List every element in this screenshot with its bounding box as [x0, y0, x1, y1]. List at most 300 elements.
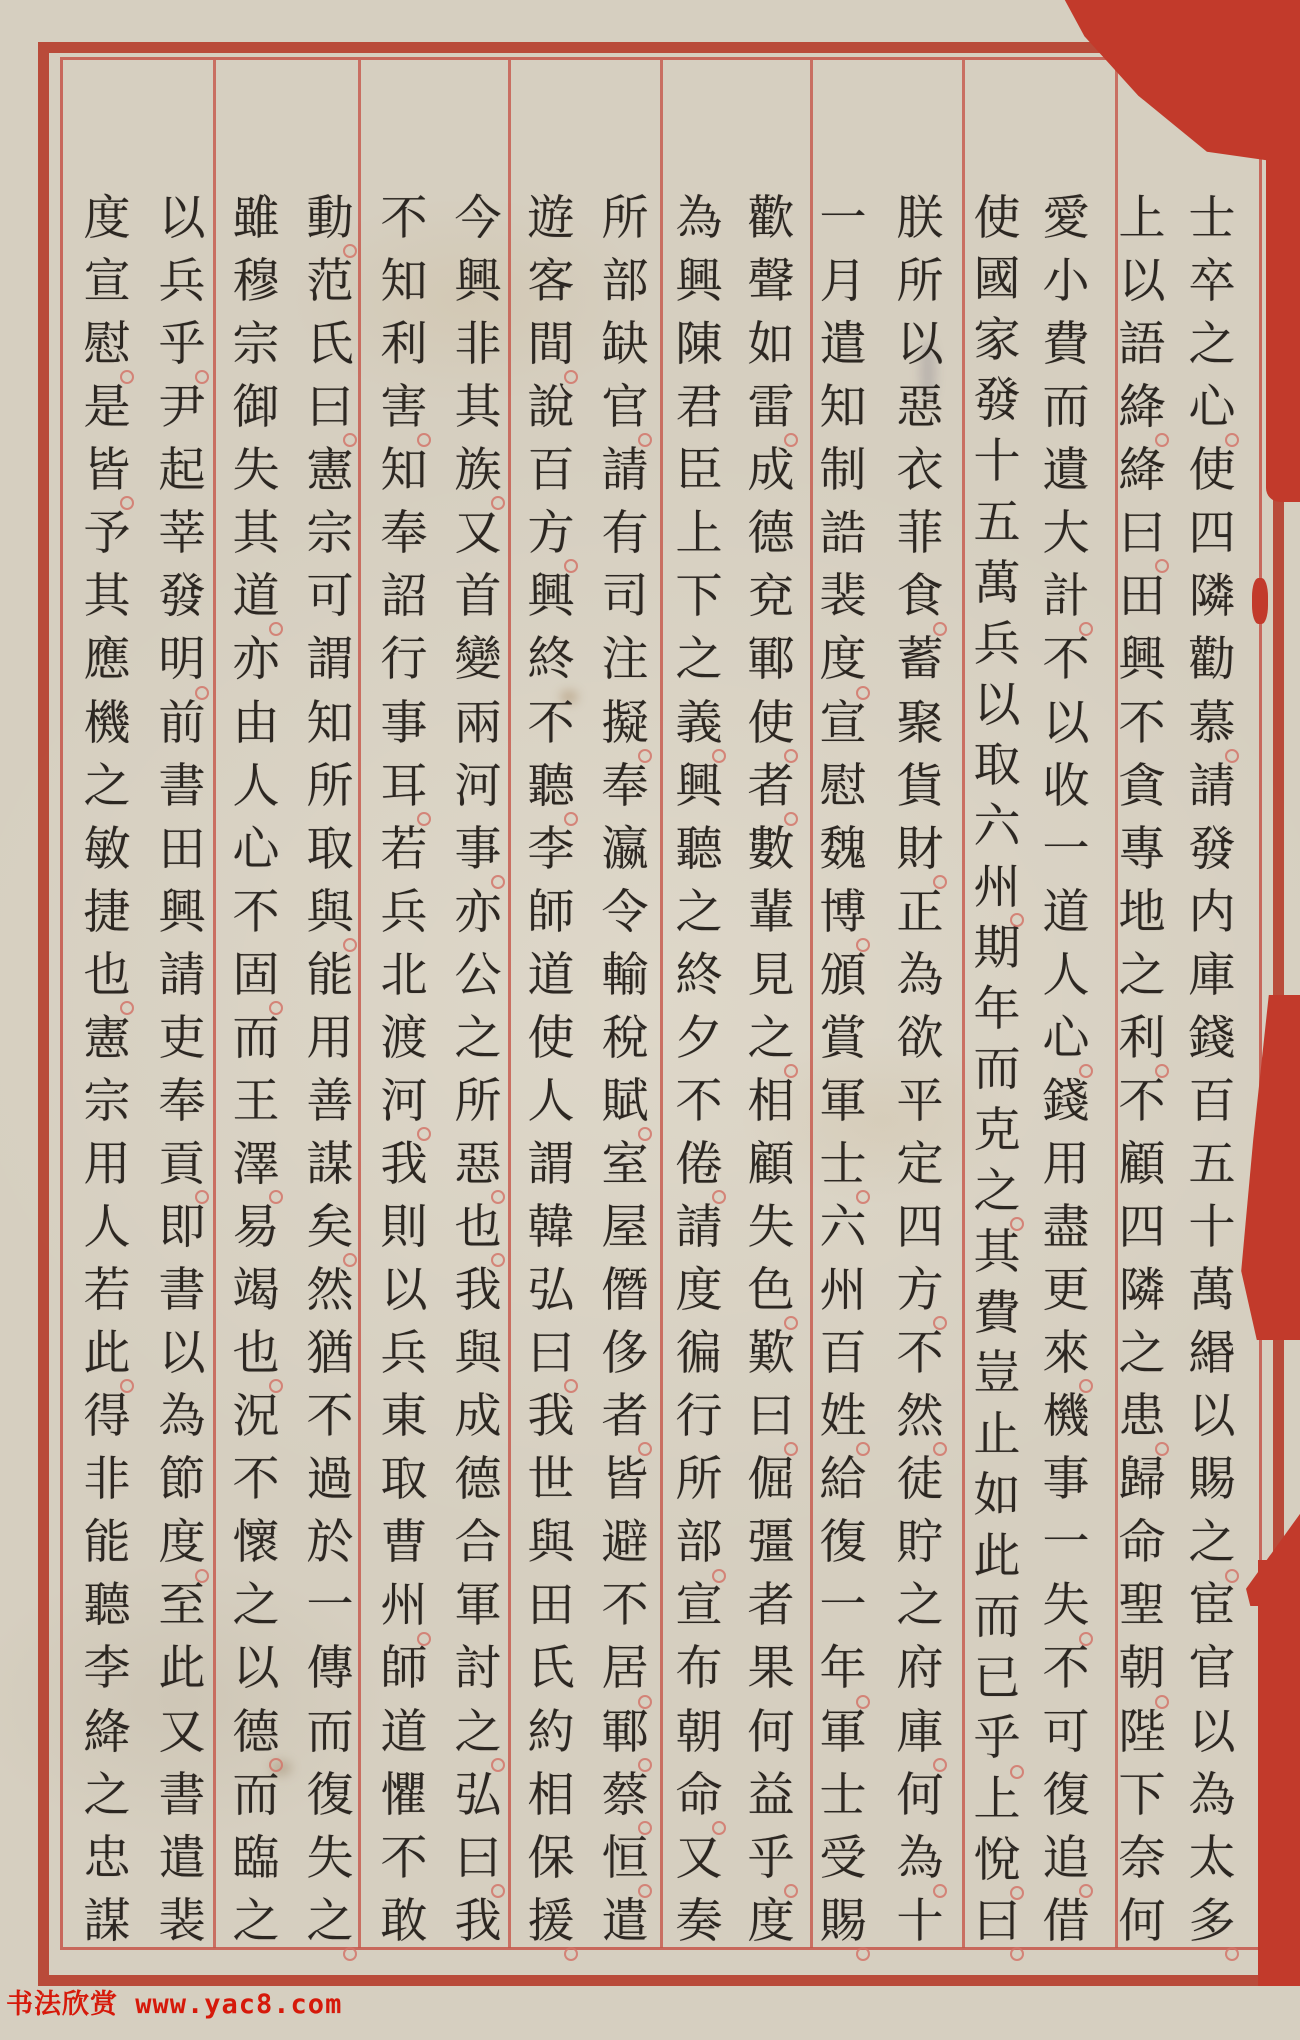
calligraphy-glyph: 請 [158, 949, 206, 1002]
calligraphy-glyph: 四 [896, 1202, 944, 1254]
calligraphy-glyph: 隣 [1118, 1265, 1166, 1318]
calligraphy-glyph: 穆 [232, 256, 280, 309]
judou-circle-mark [1079, 622, 1093, 636]
calligraphy-glyph: 收 [1042, 760, 1090, 813]
calligraphy-glyph: 王 [232, 1075, 280, 1128]
calligraphy-glyph: 之 [1118, 949, 1166, 1002]
calligraphy-glyph: 瀛 [601, 823, 649, 876]
calligraphy-glyph: 援 [527, 1895, 575, 1948]
judou-circle-mark [491, 1884, 505, 1898]
judou-circle-mark [856, 938, 870, 952]
calligraphy-glyph: 行 [675, 1391, 723, 1444]
calligraphy-glyph: 使 [527, 1012, 575, 1065]
calligraphy-glyph: 上 [675, 508, 723, 561]
calligraphy-glyph: 菲 [896, 508, 944, 561]
calligraphy-glyph: 之 [232, 1580, 280, 1633]
calligraphy-glyph: 機 [1042, 1391, 1090, 1444]
calligraphy-glyph: 色 [747, 1265, 795, 1318]
calligraphy-glyph: 一 [1042, 823, 1090, 876]
calligraphy-glyph: 聖 [1118, 1580, 1166, 1633]
judou-circle-mark [638, 749, 652, 763]
calligraphy-glyph: 十 [896, 1895, 944, 1948]
calligraphy-glyph: 緡 [1188, 1328, 1236, 1381]
calligraphy-glyph: 書 [158, 1769, 206, 1822]
calligraphy-glyph: 一 [1042, 1517, 1090, 1570]
calligraphy-glyph: 所 [601, 193, 649, 245]
calligraphy-glyph: 貪 [1118, 760, 1166, 813]
calligraphy-glyph: 食 [896, 571, 944, 624]
calligraphy-glyph: 而 [306, 1706, 354, 1759]
calligraphy-glyph: 德 [232, 1706, 280, 1759]
calligraphy-glyph: 東 [380, 1391, 428, 1444]
calligraphy-glyph: 知 [380, 445, 428, 498]
calligraphy-glyph: 遣 [158, 1832, 206, 1885]
calligraphy-glyph: 若 [380, 823, 428, 876]
calligraphy-glyph: 師 [380, 1643, 428, 1696]
calligraphy-glyph: 何 [747, 1706, 795, 1759]
calligraphy-glyph: 歎 [747, 1328, 795, 1381]
text-column [1180, 193, 1244, 1948]
calligraphy-glyph: 百 [1188, 1075, 1236, 1128]
text-column [965, 193, 1029, 1948]
judou-circle-mark [343, 244, 357, 258]
judou-circle-mark [1155, 559, 1169, 573]
calligraphy-glyph: 士 [819, 1138, 867, 1191]
calligraphy-glyph: 取 [306, 823, 354, 876]
calligraphy-glyph: 以 [1118, 256, 1166, 309]
calligraphy-glyph: 此 [973, 1530, 1021, 1583]
calligraphy-glyph: 能 [83, 1517, 131, 1570]
calligraphy-glyph: 書 [158, 760, 206, 813]
calligraphy-glyph: 莘 [158, 508, 206, 561]
calligraphy-glyph: 以 [973, 679, 1021, 732]
calligraphy-glyph: 給 [819, 1454, 867, 1507]
judou-circle-mark [1079, 1632, 1093, 1646]
calligraphy-glyph: 官 [601, 382, 649, 435]
calligraphy-glyph: 借 [1042, 1895, 1090, 1948]
calligraphy-glyph: 歸 [1118, 1454, 1166, 1507]
calligraphy-glyph: 北 [380, 949, 428, 1002]
calligraphy-glyph: 興 [454, 256, 502, 309]
calligraphy-glyph: 患 [1118, 1391, 1166, 1444]
calligraphy-glyph: 宣 [675, 1580, 723, 1633]
calligraphy-glyph: 吏 [158, 1012, 206, 1065]
calligraphy-glyph: 庫 [896, 1706, 944, 1759]
judou-circle-mark [712, 749, 726, 763]
text-column [593, 193, 657, 1948]
calligraphy-glyph: 不 [232, 1454, 280, 1507]
calligraphy-glyph: 曹 [380, 1517, 428, 1570]
calligraphy-glyph: 萬 [1188, 1265, 1236, 1318]
calligraphy-glyph: 使 [747, 697, 795, 750]
calligraphy-glyph: 裴 [158, 1895, 206, 1948]
calligraphy-glyph: 亦 [232, 634, 280, 687]
judou-circle-mark [491, 1190, 505, 1204]
calligraphy-glyph: 終 [675, 949, 723, 1002]
calligraphy-glyph: 曰 [747, 1391, 795, 1444]
calligraphy-glyph: 聚 [896, 697, 944, 750]
calligraphy-glyph: 者 [601, 1391, 649, 1444]
calligraphy-glyph: 如 [973, 1470, 1021, 1523]
calligraphy-glyph: 官 [1188, 1643, 1236, 1696]
calligraphy-glyph: 心 [1188, 382, 1236, 435]
calligraphy-glyph: 臣 [675, 445, 723, 498]
calligraphy-glyph: 之 [83, 760, 131, 813]
calligraphy-glyph: 庫 [1188, 949, 1236, 1002]
calligraphy-glyph: 而 [232, 1012, 280, 1065]
calligraphy-glyph: 為 [1188, 1769, 1236, 1822]
calligraphy-glyph: 内 [1188, 886, 1236, 939]
calligraphy-glyph: 田 [1118, 571, 1166, 624]
calligraphy-glyph: 興 [675, 256, 723, 309]
calligraphy-glyph: 知 [380, 256, 428, 309]
judou-circle-mark [856, 686, 870, 700]
judou-circle-mark [195, 370, 209, 384]
text-column [888, 193, 952, 1948]
calligraphy-glyph: 變 [454, 634, 502, 687]
calligraphy-glyph: 克 [973, 1105, 1021, 1158]
calligraphy-glyph: 德 [747, 508, 795, 561]
calligraphy-glyph: 間 [527, 319, 575, 372]
calligraphy-glyph: 夕 [675, 1012, 723, 1065]
calligraphy-glyph: 亦 [454, 886, 502, 939]
calligraphy-glyph: 徧 [675, 1328, 723, 1381]
calligraphy-glyph: 復 [306, 1769, 354, 1822]
calligraphy-glyph: 節 [158, 1454, 206, 1507]
calligraphy-glyph: 臨 [232, 1832, 280, 1885]
calligraphy-glyph: 不 [896, 1328, 944, 1381]
calligraphy-glyph: 雷 [747, 382, 795, 435]
calligraphy-glyph: 是 [83, 382, 131, 435]
calligraphy-glyph: 捷 [83, 886, 131, 939]
text-column [298, 193, 362, 1948]
calligraphy-glyph: 又 [158, 1706, 206, 1759]
calligraphy-glyph: 也 [454, 1202, 502, 1254]
calligraphy-glyph: 其 [232, 508, 280, 561]
calligraphy-glyph: 得 [83, 1391, 131, 1444]
judou-circle-mark [1155, 1695, 1169, 1709]
judou-circle-mark [784, 1316, 798, 1330]
calligraphy-glyph: 人 [527, 1075, 575, 1128]
judou-circle-mark [491, 875, 505, 889]
calligraphy-glyph: 又 [675, 1832, 723, 1885]
calligraphy-glyph: 復 [819, 1517, 867, 1570]
calligraphy-glyph: 不 [675, 1075, 723, 1128]
calligraphy-glyph: 豈 [973, 1348, 1021, 1401]
calligraphy-glyph: 期 [973, 922, 1021, 975]
judou-circle-mark [417, 812, 431, 826]
calligraphy-glyph: 宗 [83, 1075, 131, 1128]
calligraphy-glyph: 之 [1118, 1328, 1166, 1381]
calligraphy-glyph: 士 [1188, 193, 1236, 245]
calligraphy-glyph: 宗 [306, 508, 354, 561]
calligraphy-glyph: 錢 [1188, 1012, 1236, 1065]
column-rule-line [660, 60, 663, 1948]
calligraphy-glyph: 兵 [380, 886, 428, 939]
calligraphy-glyph: 為 [896, 949, 944, 1002]
calligraphy-glyph: 倦 [675, 1138, 723, 1191]
judou-circle-mark [933, 875, 947, 889]
calligraphy-glyph: 之 [896, 1580, 944, 1633]
calligraphy-glyph: 成 [454, 1391, 502, 1444]
calligraphy-glyph: 惡 [454, 1138, 502, 1191]
calligraphy-glyph: 應 [83, 634, 131, 687]
calligraphy-glyph: 愛 [1042, 193, 1090, 245]
calligraphy-glyph: 姓 [819, 1391, 867, 1444]
text-column [75, 193, 139, 1948]
calligraphy-glyph: 遺 [1042, 445, 1090, 498]
calligraphy-glyph: 然 [896, 1391, 944, 1444]
calligraphy-glyph: 終 [527, 634, 575, 687]
calligraphy-glyph: 成 [747, 445, 795, 498]
judou-circle-mark [269, 1190, 283, 1204]
judou-circle-mark [195, 686, 209, 700]
calligraphy-glyph: 屋 [601, 1202, 649, 1254]
calligraphy-glyph: 利 [1118, 1012, 1166, 1065]
calligraphy-glyph: 乎 [747, 1832, 795, 1885]
calligraphy-glyph: 失 [306, 1832, 354, 1885]
calligraphy-glyph: 相 [747, 1075, 795, 1128]
calligraphy-glyph: 制 [819, 445, 867, 498]
judou-circle-mark [1225, 749, 1239, 763]
calligraphy-glyph: 陛 [1118, 1706, 1166, 1759]
calligraphy-glyph: 明 [158, 634, 206, 687]
calligraphy-glyph: 事 [1042, 1454, 1090, 1507]
calligraphy-glyph: 之 [83, 1769, 131, 1822]
judou-circle-mark [784, 749, 798, 763]
calligraphy-glyph: 財 [896, 823, 944, 876]
calligraphy-glyph: 然 [306, 1265, 354, 1318]
calligraphy-glyph: 忠 [83, 1832, 131, 1885]
calligraphy-glyph: 小 [1042, 256, 1090, 309]
calligraphy-glyph: 敏 [83, 823, 131, 876]
calligraphy-glyph: 不 [380, 1832, 428, 1885]
calligraphy-glyph: 宦 [1188, 1580, 1236, 1633]
calligraphy-glyph: 於 [306, 1517, 354, 1570]
calligraphy-glyph: 博 [819, 886, 867, 939]
judou-circle-mark [564, 370, 578, 384]
calligraphy-glyph: 詔 [380, 571, 428, 624]
calligraphy-glyph: 兵 [158, 256, 206, 309]
judou-circle-mark [417, 1632, 431, 1646]
judou-circle-mark [784, 433, 798, 447]
text-column [811, 193, 875, 1948]
judou-circle-mark [1225, 1947, 1239, 1961]
calligraphy-glyph: 知 [819, 382, 867, 435]
judou-circle-mark [1079, 1379, 1093, 1393]
calligraphy-glyph: 之 [675, 634, 723, 687]
judou-circle-mark [856, 1190, 870, 1204]
calligraphy-glyph: 曰 [454, 1832, 502, 1885]
judou-circle-mark [564, 812, 578, 826]
calligraphy-glyph: 事 [454, 823, 502, 876]
calligraphy-glyph: 所 [306, 760, 354, 813]
judou-circle-mark [1079, 1884, 1093, 1898]
calligraphy-glyph: 之 [1188, 1517, 1236, 1570]
calligraphy-glyph: 乎 [158, 319, 206, 372]
judou-circle-mark [269, 1379, 283, 1393]
calligraphy-glyph: 害 [380, 382, 428, 435]
calligraphy-glyph: 失 [747, 1202, 795, 1254]
judou-circle-mark [491, 1758, 505, 1772]
calligraphy-glyph: 不 [380, 193, 428, 245]
calligraphy-glyph: 雖 [232, 193, 280, 245]
calligraphy-glyph: 避 [601, 1517, 649, 1570]
calligraphy-glyph: 謀 [83, 1895, 131, 1948]
calligraphy-glyph: 傳 [306, 1643, 354, 1696]
calligraphy-glyph: 追 [1042, 1832, 1090, 1885]
calligraphy-glyph: 而 [973, 1591, 1021, 1644]
calligraphy-glyph: 公 [454, 949, 502, 1002]
judou-circle-mark [120, 1001, 134, 1015]
calligraphy-glyph: 其 [454, 382, 502, 435]
judou-circle-mark [638, 1442, 652, 1456]
calligraphy-glyph: 上 [1118, 193, 1166, 245]
calligraphy-glyph: 者 [747, 1580, 795, 1633]
calligraphy-glyph: 欲 [896, 1012, 944, 1065]
calligraphy-glyph: 行 [380, 634, 428, 687]
calligraphy-glyph: 義 [675, 697, 723, 750]
calligraphy-glyph: 年 [819, 1643, 867, 1696]
judou-circle-mark [933, 1758, 947, 1772]
calligraphy-glyph: 四 [1188, 508, 1236, 561]
calligraphy-glyph: 府 [896, 1643, 944, 1696]
judou-circle-mark [417, 1127, 431, 1141]
calligraphy-glyph: 缺 [601, 319, 649, 372]
judou-circle-mark [712, 1569, 726, 1583]
judou-circle-mark [120, 370, 134, 384]
calligraphy-glyph: 度 [819, 634, 867, 687]
calligraphy-glyph: 即 [158, 1202, 206, 1254]
calligraphy-glyph: 李 [83, 1643, 131, 1696]
judou-circle-mark [1010, 1765, 1024, 1779]
calligraphy-glyph: 蔡 [601, 1769, 649, 1822]
calligraphy-glyph: 貢 [158, 1138, 206, 1191]
calligraphy-glyph: 能 [306, 949, 354, 1002]
calligraphy-glyph: 憲 [83, 1012, 131, 1065]
calligraphy-glyph: 前 [158, 697, 206, 750]
calligraphy-glyph: 使 [1188, 445, 1236, 498]
calligraphy-glyph: 非 [83, 1454, 131, 1507]
calligraphy-glyph: 有 [601, 508, 649, 561]
calligraphy-glyph: 兗 [747, 571, 795, 624]
calligraphy-glyph: 軍 [454, 1580, 502, 1633]
calligraphy-glyph: 見 [747, 949, 795, 1002]
calligraphy-glyph: 裴 [819, 571, 867, 624]
calligraphy-glyph: 以 [1042, 697, 1090, 750]
calligraphy-glyph: 發 [158, 571, 206, 624]
calligraphy-glyph: 興 [675, 760, 723, 813]
calligraphy-glyph: 之 [232, 1895, 280, 1948]
calligraphy-glyph: 河 [380, 1075, 428, 1128]
calligraphy-glyph: 州 [380, 1580, 428, 1633]
calligraphy-glyph: 方 [527, 508, 575, 561]
calligraphy-glyph: 道 [1042, 886, 1090, 939]
calligraphy-glyph: 相 [527, 1769, 575, 1822]
calligraphy-glyph: 以 [896, 319, 944, 372]
calligraphy-glyph: 月 [819, 256, 867, 309]
calligraphy-glyph: 討 [454, 1643, 502, 1696]
calligraphy-glyph: 與 [527, 1517, 575, 1570]
calligraphy-glyph: 此 [158, 1643, 206, 1696]
calligraphy-glyph: 度 [158, 1517, 206, 1570]
judou-circle-mark [120, 1379, 134, 1393]
calligraphy-glyph: 州 [819, 1265, 867, 1318]
calligraphy-glyph: 懼 [380, 1769, 428, 1822]
calligraphy-glyph: 四 [1118, 1202, 1166, 1254]
calligraphy-glyph: 專 [1118, 823, 1166, 876]
calligraphy-glyph: 朝 [1118, 1643, 1166, 1696]
calligraphy-glyph: 可 [1042, 1706, 1090, 1759]
calligraphy-glyph: 受 [819, 1832, 867, 1885]
calligraphy-glyph: 知 [306, 697, 354, 750]
calligraphy-glyph: 之 [747, 1012, 795, 1065]
calligraphy-glyph: 氏 [306, 319, 354, 372]
calligraphy-glyph: 弘 [454, 1769, 502, 1822]
calligraphy-glyph: 之 [1188, 319, 1236, 372]
judou-circle-mark [1155, 1064, 1169, 1078]
calligraphy-glyph: 人 [1042, 949, 1090, 1002]
calligraphy-glyph: 士 [819, 1769, 867, 1822]
judou-circle-mark [491, 1253, 505, 1267]
calligraphy-glyph: 李 [527, 823, 575, 876]
calligraphy-glyph: 更 [1042, 1265, 1090, 1318]
calligraphy-glyph: 陳 [675, 319, 723, 372]
judou-circle-mark [1010, 1886, 1024, 1900]
calligraphy-glyph: 竭 [232, 1265, 280, 1318]
calligraphy-glyph: 師 [527, 886, 575, 939]
calligraphy-glyph: 布 [675, 1643, 723, 1696]
calligraphy-glyph: 而 [1042, 382, 1090, 435]
calligraphy-glyph: 盡 [1042, 1202, 1090, 1254]
calligraphy-glyph: 則 [380, 1202, 428, 1254]
calligraphy-glyph: 謂 [306, 634, 354, 687]
calligraphy-glyph: 室 [601, 1138, 649, 1191]
calligraphy-glyph: 兩 [454, 697, 502, 750]
text-column [739, 193, 803, 1948]
calligraphy-glyph: 朝 [675, 1706, 723, 1759]
calligraphy-glyph: 以 [232, 1643, 280, 1696]
calligraphy-glyph: 五 [973, 497, 1021, 550]
text-column [446, 193, 510, 1948]
calligraphy-glyph: 曰 [527, 1328, 575, 1381]
calligraphy-glyph: 稅 [601, 1012, 649, 1065]
calligraphy-glyph: 首 [454, 571, 502, 624]
judou-circle-mark [1010, 1947, 1024, 1961]
calligraphy-glyph: 頒 [819, 949, 867, 1002]
text-column [150, 193, 214, 1948]
calligraphy-glyph: 憲 [306, 445, 354, 498]
calligraphy-glyph: 約 [527, 1706, 575, 1759]
calligraphy-glyph: 誥 [819, 508, 867, 561]
judou-circle-mark [1010, 913, 1024, 927]
calligraphy-glyph: 州 [973, 861, 1021, 914]
calligraphy-glyph: 起 [158, 445, 206, 498]
judou-circle-mark [195, 1190, 209, 1204]
calligraphy-glyph: 賦 [601, 1075, 649, 1128]
calligraphy-glyph: 非 [454, 319, 502, 372]
calligraphy-glyph: 已 [973, 1652, 1021, 1705]
calligraphy-glyph: 方 [896, 1265, 944, 1318]
judou-circle-mark [638, 1884, 652, 1898]
judou-circle-mark [784, 1442, 798, 1456]
judou-circle-mark [564, 1947, 578, 1961]
calligraphy-glyph: 田 [527, 1580, 575, 1633]
calligraphy-glyph: 之 [454, 1706, 502, 1759]
calligraphy-glyph: 失 [232, 445, 280, 498]
calligraphy-glyph: 固 [232, 949, 280, 1002]
calligraphy-glyph: 我 [527, 1391, 575, 1444]
